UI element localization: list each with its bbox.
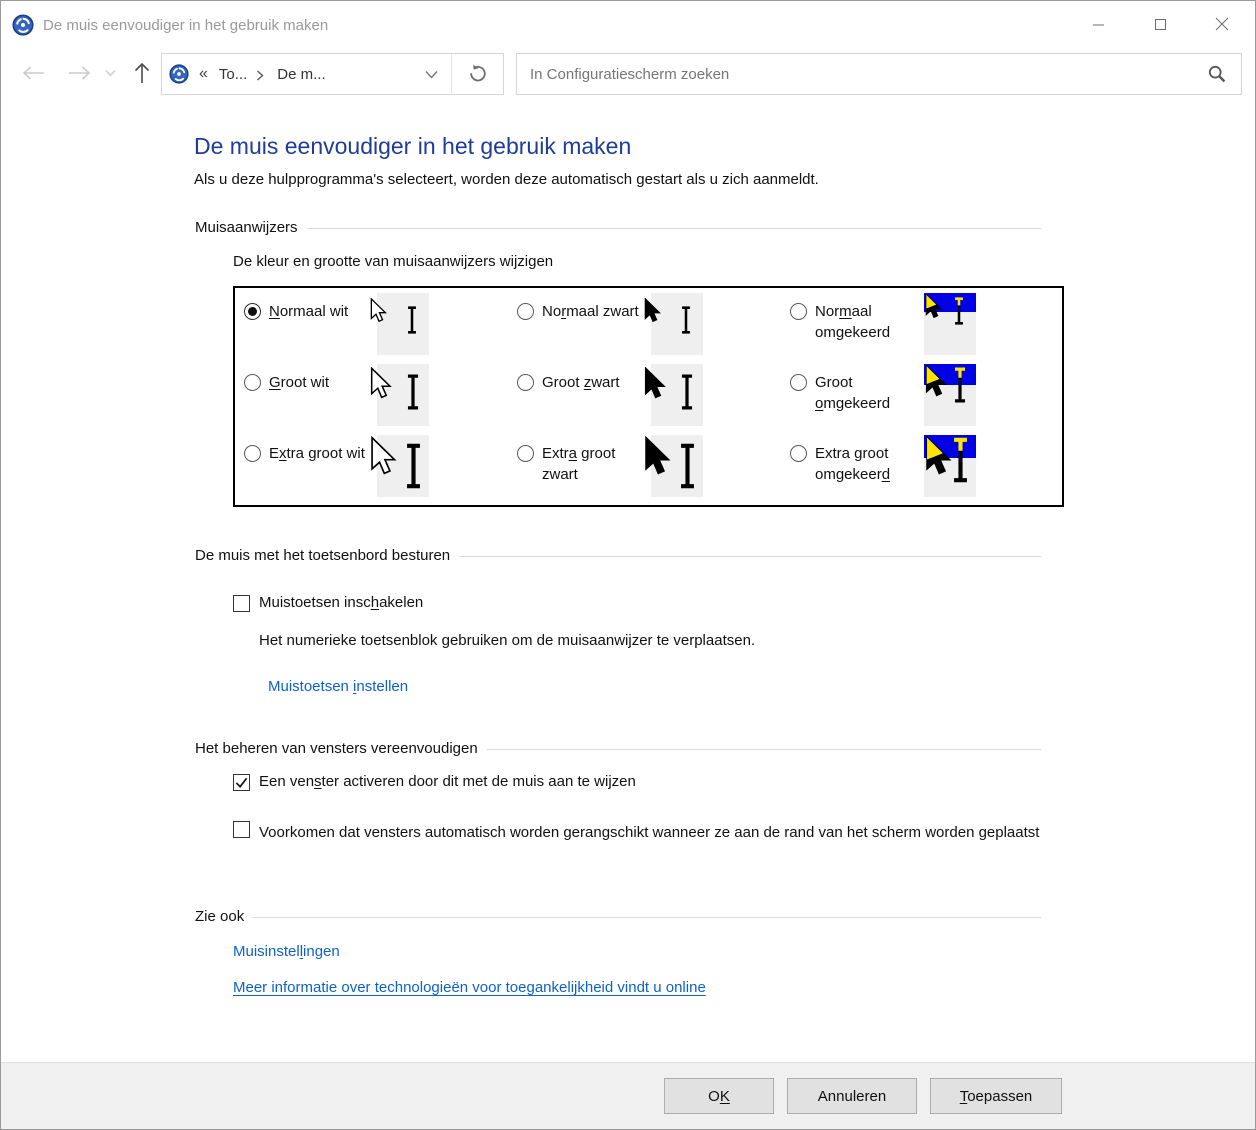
footer-button-bar — [1, 1062, 1255, 1129]
arrow-cursor-icon — [644, 436, 671, 478]
checkbox-label: Voorkomen dat vensters automatisch worden gerangschikt wanneer ze aan de rand van het scherm worden geplaatst — [259, 824, 1040, 841]
pointer-preview-extra-white — [377, 435, 429, 497]
arrow-cursor-icon — [370, 367, 392, 401]
pointer-preview-large-black — [651, 364, 703, 426]
radio-button[interactable] — [244, 374, 261, 391]
radio-button[interactable] — [517, 374, 534, 391]
radio-button[interactable] — [517, 303, 534, 320]
up-button[interactable] — [125, 49, 159, 97]
arrow-cursor-icon — [925, 294, 942, 320]
pointer-preview-large-inverted — [924, 364, 976, 426]
window-title: De muis eenvoudiger in het gebruik maken — [43, 16, 329, 34]
hover-activate-checkbox[interactable] — [233, 774, 250, 791]
checkbox-label: Een venster activeren door dit met de muis aan te wijzen — [259, 773, 636, 790]
recent-pages-dropdown[interactable] — [99, 49, 121, 97]
ibeam-cursor-icon — [676, 443, 699, 489]
accessibility-online-link[interactable]: Meer informatie over technologieën voor toegankelijkheid vindt u online — [233, 979, 706, 996]
ease-of-access-icon — [12, 14, 34, 36]
arrow-cursor-icon — [925, 436, 952, 478]
section-header-windows — [195, 740, 1041, 757]
ibeam-cursor-icon — [949, 437, 972, 483]
ibeam-cursor-icon — [405, 306, 419, 334]
forward-button[interactable] — [59, 49, 99, 97]
breadcrumb-separator-icon[interactable] — [256, 70, 264, 81]
radio-option-extra-white[interactable] — [244, 443, 365, 464]
arrow-cursor-icon — [370, 298, 387, 324]
radio-label: Normaal omgekeerd — [815, 303, 891, 341]
search-input[interactable] — [517, 66, 1208, 83]
refresh-button[interactable] — [452, 54, 503, 94]
pointer-options-group — [233, 286, 1064, 507]
hover-activate-checkbox-row[interactable] — [233, 773, 636, 791]
search-box — [516, 53, 1242, 95]
radio-button[interactable] — [790, 445, 807, 462]
radio-button[interactable] — [790, 303, 807, 320]
chevron-down-icon — [425, 70, 438, 79]
forward-arrow-icon — [67, 65, 92, 81]
radio-option-normal-white[interactable] — [244, 301, 348, 322]
pointer-preview-extra-inverted — [924, 435, 976, 497]
radio-option-large-inverted[interactable] — [790, 372, 918, 414]
breadcrumb-item-current[interactable]: De m... — [277, 65, 326, 83]
mouse-keys-checkbox[interactable] — [233, 595, 250, 612]
pointer-preview-normal-black — [651, 293, 703, 355]
arrow-cursor-icon — [925, 365, 947, 399]
refresh-icon — [467, 64, 488, 85]
section-header-pointers — [195, 219, 1041, 236]
minimize-icon — [1092, 18, 1105, 31]
apply-button[interactable]: Toepassen — [930, 1078, 1062, 1114]
ibeam-cursor-icon — [952, 297, 966, 325]
ibeam-cursor-icon — [678, 374, 696, 410]
search-icon[interactable] — [1208, 65, 1226, 83]
checkmark-icon — [235, 776, 248, 789]
radio-label: Normaal zwart — [542, 303, 639, 320]
section-heading: Het beheren van vensters vereenvoudigen — [195, 740, 478, 757]
cancel-button[interactable]: Annuleren — [787, 1078, 917, 1114]
radio-label: Normaal wit — [269, 303, 349, 320]
back-button[interactable] — [13, 49, 53, 97]
pointer-preview-normal-white — [377, 293, 429, 355]
breadcrumb-item-parent[interactable]: To... — [218, 65, 248, 83]
ibeam-cursor-icon — [679, 306, 693, 334]
titlebar — [1, 1, 1255, 49]
section-header-see-also — [195, 908, 1041, 925]
mouse-keys-checkbox-row[interactable] — [233, 594, 423, 612]
close-button[interactable] — [1191, 1, 1253, 47]
arrow-cursor-icon — [370, 436, 397, 478]
address-bar[interactable] — [161, 53, 504, 95]
section-divider — [459, 556, 1041, 557]
ibeam-cursor-icon — [402, 443, 425, 489]
mouse-keys-setup-link[interactable]: Muistoetsen instellen — [268, 678, 409, 695]
radio-option-large-black[interactable] — [517, 372, 620, 393]
ibeam-cursor-icon — [951, 367, 969, 403]
pointer-preview-large-white — [377, 364, 429, 426]
maximize-icon — [1154, 18, 1167, 31]
close-icon — [1215, 17, 1229, 31]
pointer-preview-extra-black — [651, 435, 703, 497]
radio-button[interactable] — [244, 445, 261, 462]
radio-option-extra-black[interactable] — [517, 443, 645, 485]
maximize-button[interactable] — [1129, 1, 1191, 47]
radio-option-extra-inverted[interactable] — [790, 443, 918, 485]
radio-label: Groot zwart — [542, 374, 620, 391]
up-arrow-icon — [133, 62, 151, 84]
section-divider — [307, 228, 1041, 229]
section-heading: Zie ook — [195, 908, 245, 925]
breadcrumb-overflow-chevron[interactable]: « — [199, 65, 208, 82]
radio-label: Extra groot omgekeerd — [815, 445, 891, 483]
section-divider — [487, 749, 1041, 750]
section-heading: Muisaanwijzers — [195, 219, 298, 236]
ease-of-access-small-icon — [169, 64, 189, 84]
radio-label: Extra groot wit — [269, 445, 365, 462]
radio-label: Extra groot zwart — [542, 445, 616, 483]
page-title: De muis eenvoudiger in het gebruik maken — [194, 133, 632, 159]
address-dropdown-button[interactable] — [425, 70, 438, 79]
radio-label: Groot omgekeerd — [815, 374, 891, 412]
navigation-bar — [1, 49, 1255, 97]
radio-button[interactable] — [790, 374, 807, 391]
pointer-preview-normal-inverted — [924, 293, 976, 355]
radio-option-large-white[interactable] — [244, 372, 329, 393]
minimize-button[interactable] — [1067, 1, 1129, 47]
content-area — [1, 97, 1255, 1064]
checkbox-label: Muistoetsen inschakelen — [259, 594, 424, 611]
radio-option-normal-black[interactable] — [517, 301, 639, 322]
radio-button[interactable] — [244, 303, 261, 320]
back-arrow-icon — [21, 65, 46, 81]
radio-option-normal-inverted[interactable] — [790, 301, 918, 343]
ok-button[interactable]: OK — [664, 1078, 774, 1114]
mouse-keys-description: Het numerieke toetsenblok gebruiken om de muisaanwijzer te verplaatsen. — [259, 632, 756, 649]
radio-button[interactable] — [517, 445, 534, 462]
pointers-intro-text: De kleur en grootte van muisaanwijzers wijzigen — [233, 253, 554, 270]
prevent-snap-checkbox[interactable] — [233, 821, 250, 838]
ibeam-cursor-icon — [404, 374, 422, 410]
window-controls — [1067, 1, 1253, 47]
radio-label: Groot wit — [269, 374, 330, 391]
page-subtitle: Als u deze hulpprogramma's selecteert, worden deze automatisch gestart als u zich aanmeldt. — [194, 171, 819, 188]
prevent-snap-checkbox-row[interactable] — [233, 820, 1039, 846]
section-divider — [253, 917, 1041, 918]
arrow-cursor-icon — [644, 367, 666, 401]
section-heading: De muis met het toetsenbord besturen — [195, 547, 451, 564]
chevron-down-icon — [105, 69, 116, 77]
mouse-settings-link[interactable]: Muisinstellingen — [233, 943, 340, 960]
section-header-keyboard — [195, 547, 1041, 564]
arrow-cursor-icon — [644, 298, 661, 324]
